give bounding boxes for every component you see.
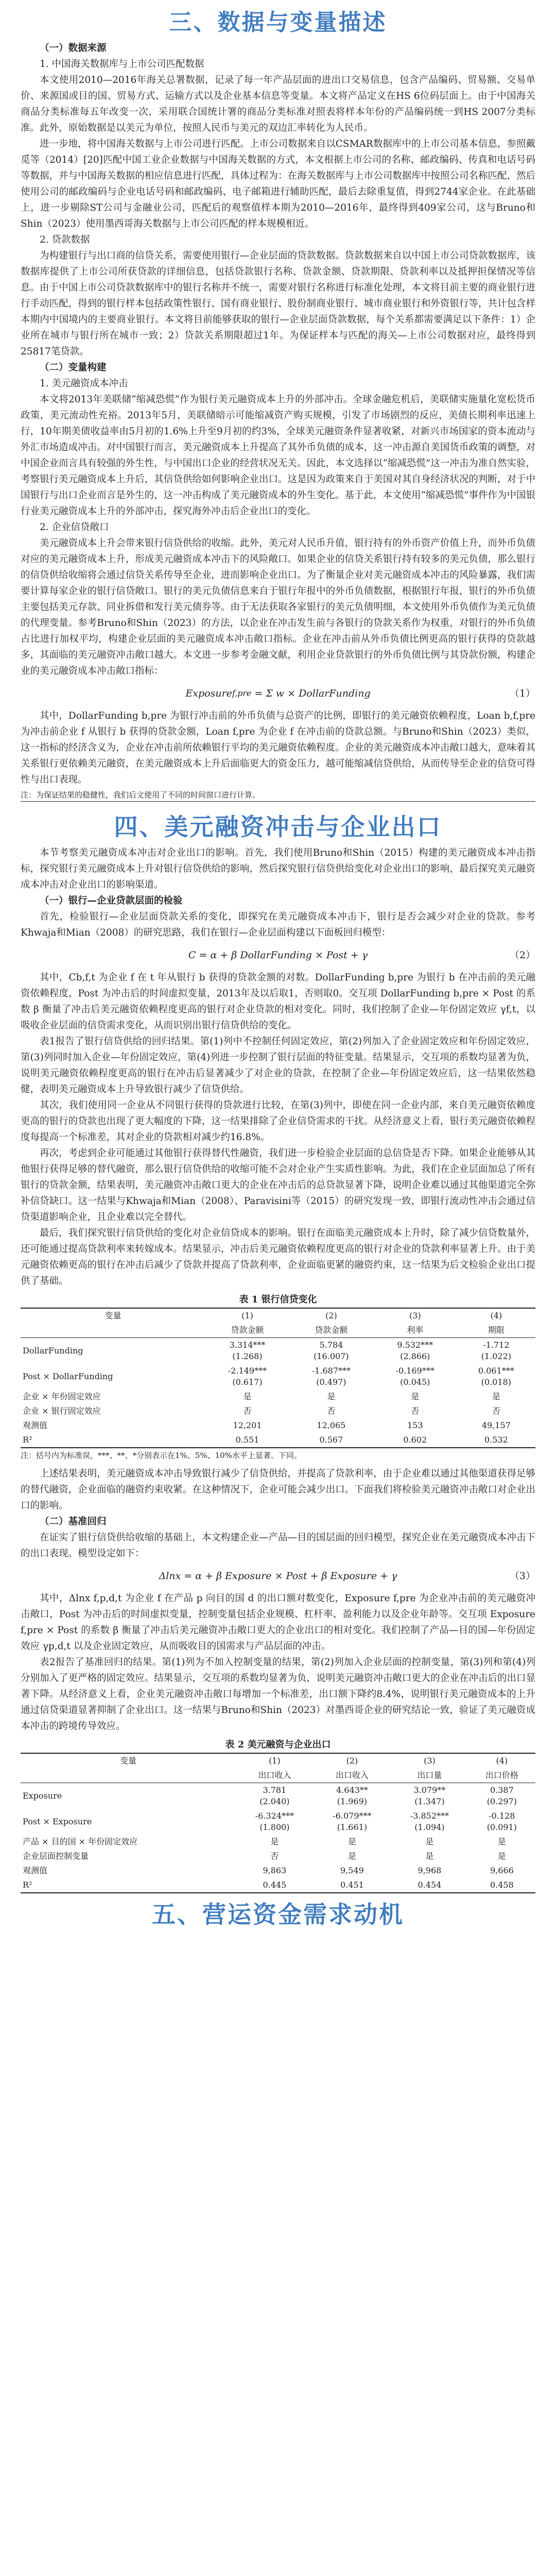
cell-std-error: (0.497) [316,1377,346,1387]
cell-value: 49,157 [481,1420,511,1430]
cell-value: 3.079** [413,1785,446,1795]
cell-std-error: (1.022) [481,1351,511,1361]
cell-value: 0.451 [340,1880,364,1890]
table-subheader: 利率 [373,1323,457,1338]
table-cell [314,1835,391,1849]
cell-value: 是 [425,1837,434,1846]
subsection-variable-construction: （二）变量构建 [40,362,107,373]
paragraph: 最后，我们探究银行信贷供给的变化对企业信贷成本的影响。银行在面临美元融资成本上升时，除了减少信贷数量外，还可能通过提高贷款利率来转嫁成本。结果显示，冲击后美元融资依赖程度更高的银行对企业的贷款利率显著上升。由于美元融资依赖更高的银行在冲击后减少了贷款并提高了贷款利率，企业面临更紧的融资约束，这一结果为后文检验企业出口提供了基础。 [21,1228,535,1286]
table-header: (1) [236,1753,314,1768]
table-header: (4) [468,1753,535,1768]
table-cell [373,1338,457,1364]
table-2 [21,1753,535,1893]
cell-std-error: (1.094) [414,1822,445,1832]
table-cell [373,1364,457,1389]
paragraph: 上述结果表明，美元融资成本冲击导致银行减少了信贷供给，并提高了贷款利率，由于企业难以通过其他渠道获得足够的替代融资，企业面临的融资约束收紧。在这种情况下，企业可能会减少出口。下面我们将检验美元融资冲击敞口对企业出口的影响。 [21,1468,535,1511]
cell-value: 是 [270,1837,279,1846]
cell-std-error: (0.018) [481,1377,511,1387]
table-cell [236,1849,314,1863]
table-1-note: 注：括号内为标准误，***、**、*分别表示在1%、5%、10%水平上显著。下同。 [21,1451,302,1460]
table-row-label: 企业 × 银行固定效应 [23,1406,101,1416]
cell-value: 9,666 [490,1866,514,1875]
table-cell [314,1809,391,1835]
table-cell [314,1863,391,1878]
subsection-customs-data: 1. 中国海关数据库与上市公司匹配数据 [40,59,204,70]
paragraph: 美元融资成本上升会带来银行信贷供给的收缩。此外，美元对人民币升值，银行持有的外币资产价值上升，而外币负债对应的美元融资成本上升，形成美元融资成本冲击下的风险敞口。如果企业的信贷关系银行持有较多的美元负债，那么银行的信贷供给收缩将会通过信贷关系传导至企业，进而影响企业出口。为了衡量企业对美元融资成本冲击的风险暴露，我们需要计算每家企业的银行信贷敞口。银行的美元负债信息来自于银行年报中的外币负债数据，根据银行年报，银行的外币负债主要包括美元存款、同业拆借和发行美元债券等。由于无法获取各家银行的美元负债明细，本文使用外币负债作为美元负债的代理变量。参考Bruno和Shin（2023）的方法，以企业在冲击发生前与各银行的贷款关系作为权重，对银行的外币负债占比进行加权平均，构建企业层面的美元融资成本冲击敞口指标。企业在冲击前从外币负债比例更高的银行获得的贷款越多，其面临的美元融资冲击敞口越大。本文进一步参考金融文献，利用企业贷款银行的外币负债比例与其贷款份额，构建企业的美元融资成本冲击敞口指标： [21,538,535,676]
subsection-baseline: （二）基准回归 [40,1516,107,1527]
cell-value: -6.079*** [333,1811,372,1821]
cell-value: 4.643** [336,1785,368,1795]
paragraph: 本节考察美元融资成本冲击对企业出口的影响。首先，我们使用Bruno和Shin（2015）构建的美元融资成本冲击指标，探究银行美元融资成本上升对银行信贷供给的影响，然后探究银行信贷供给变化对企业出口的影响，最后探究美元融资成本冲击对企业出口的影响渠道。 [21,848,535,890]
table-cell [289,1389,373,1404]
paragraph: 进一步地，将中国海关数据与上市公司进行匹配。上市公司数据来自以CSMAR数据库中的上市公司基本信息，参照戴觅等（2014）[20]匹配中国工业企业数据与中国海关数据的方式，本文根据上市公司的名称、邮政编码、传真和电话号码等数据，并与中国海关数据的相应信息进行匹配，具体过程为：在海关数据库与上市公司数据库中按照公司名称匹配，然后使用公司的邮政编码与企业电话号码和邮政编码、电子邮箱进行辅助匹配，最后去除重复值，得到2744家企业。在此基础上，进一步剔除ST公司与金融业公司，匹配后的观察值样本期为2010—2016年，最终得到409家公司，这与Bruno和Shin（2023）使用墨西哥海关数据与上市公司匹配的样本规模相近。 [21,139,535,229]
cell-value: 否 [411,1406,420,1416]
paragraph: 为构建银行与出口商的信贷关系，需要使用银行—企业层面的贷款数据。贷款数据来自以中国上市公司贷款数据库，该数据库提供了上市公司所获贷款的详细信息，包括贷款银行名称、贷款金额、贷款期限、贷款利率以及抵押担保情况等信息。由于中国上市公司贷款数据库中的银行名称并不统一，需要对银行名称进行标准化处理，本文将目前主要的商业银行进行手动匹配，得到的银行样本包括政策性银行、国有商业银行、股份制商业银行、城市商业银行和外资银行等，共计包含样本期内中国境内的主要商业银行。本文将目前能够获取的银行—企业层面贷款数据，每个关系都需要满足以下条件：1）企业所在城市与银行所在城市一致；2）贷款关系期限超过1年。为保证样本与匹配的海关—上市公司数据对应，最终得到25817笔贷款。 [21,250,535,357]
table-header: (3) [391,1753,468,1768]
eq2-rest: × Post [315,950,348,961]
cell-std-error: (2.040) [259,1797,290,1806]
eq3-body: = α + β Exposure [184,1570,272,1582]
cell-value: 是 [243,1392,252,1401]
table-row-label: Post × Exposure [23,1817,92,1826]
table-subheader: 出口收入 [236,1768,314,1783]
paragraph: 其中，Δlnx f,p,d,t 为企业 f 在产品 p 向目的国 d 的出口额对数变化，Exposure f,pre 为企业冲击前的美元融资冲击敞口，Post 为冲击后的时间虚拟变量，控制变量包括企业规模、杠杆率、盈利能力以及企业年龄等。交互项 Exposure f,pre × Post 的系数 β 衡量了冲击后美元融资冲击敞口更大的企业出口的相对变化。我们控制了产品—目的国—年份固定效应 γp,d,t 以及企业固定效应，从而吸收目的国需求与产品层面的冲击。 [21,1593,535,1652]
table-row-label: 产品 × 目的国 × 年份固定效应 [23,1837,138,1846]
table-row [21,1404,535,1418]
cell-value: -1.712 [483,1340,510,1350]
table-cell [391,1849,468,1863]
cell-value: 3.314*** [229,1340,266,1350]
equation-number: （2） [509,950,535,961]
cell-std-error: (0.091) [486,1822,517,1832]
table-row [21,1809,535,1835]
footnote: 注：为保证结果的稳健性，我们后文使用了不同的时间窗口进行计算。 [21,789,535,802]
table-row [21,1849,535,1863]
cell-value: 12,065 [317,1420,346,1430]
cell-std-error: (1.347) [414,1797,445,1806]
table-row-label: Exposure [23,1791,62,1801]
table-row-label: 企业 × 年份固定效应 [23,1392,101,1401]
cell-value: 0.445 [263,1880,287,1890]
table-header: (4) [457,1308,535,1323]
cell-value: 否 [243,1406,252,1416]
table-cell [457,1389,535,1404]
cell-value: 9,549 [340,1866,364,1875]
cell-value: 是 [497,1837,506,1846]
table-cell [468,1809,535,1835]
cell-value: 0.602 [403,1435,427,1445]
table-header: (1) [205,1308,289,1323]
cell-value: 0.551 [235,1435,259,1445]
cell-value: -1.687*** [311,1366,351,1376]
table-cell [468,1835,535,1849]
table-row [21,1338,535,1364]
table-subheader [21,1323,205,1338]
table-cell [205,1418,289,1433]
table-subheader: 贷款金额 [289,1323,373,1338]
eq1-body: = Σ w [254,688,285,699]
cell-value: 9,863 [263,1866,287,1875]
table-2-body [21,1783,535,1893]
table-row [21,1389,535,1404]
cell-value: 0.454 [418,1880,442,1890]
table-cell [391,1783,468,1809]
cell-value: 是 [348,1851,356,1861]
eq2-lhs: C [188,950,196,961]
paragraph: 再次，考虑到企业可能通过其他银行获得替代性融资，我们进一步检验企业层面的总信贷是否下降。如果企业能够从其他银行获得足够的替代融资，那么银行信贷供给的收缩可能不会对企业产生实质性影响。为此，我们在企业层面加总了所有银行的贷款金额，结果表明，美元融资冲击敞口更大的企业在冲击后的总贷款显著下降，说明企业难以通过其他渠道完全弥补信贷缺口。这一结果与Khwaja和Mian（2008）、Paravisini等（2015）的研究发现一致，即银行流动性冲击会通过信贷渠道影响企业，且企业难以完全替代。 [21,1148,535,1223]
table-cell [314,1849,391,1863]
cell-value: 是 [348,1837,356,1846]
equation-1 [21,679,535,708]
table-cell [457,1338,535,1364]
eq3-end: + γ [380,1570,397,1582]
table-cell [289,1418,373,1433]
cell-value: 否 [270,1851,279,1861]
table-2-caption: 表 2 美元融资与企业出口 [225,1739,331,1750]
cell-value: 153 [407,1420,423,1430]
cell-value: -2.149*** [228,1366,267,1376]
cell-value: -0.169*** [395,1366,435,1376]
paragraph: 其次，我们使用同一企业从不同银行获得的贷款进行比较，在第(3)列中，即使在同一企业内部，来自美元融资依赖度更高的银行的贷款也出现了更大幅度的下降，这一结果排除了企业信贷需求的干扰。从经济意义上看，银行美元融资依赖程度每提高一个标准差，其对企业的贷款相对减少约16.8%。 [21,1100,535,1143]
paragraph: 其中，DollarFunding b,pre 为银行冲击前的外币负债与总资产的比例，即银行的美元融资依赖程度，Loan b,f,pre 为冲击前企业 f 从银行 b 获得的贷款金额，Loan f,pre 为企业 f 在冲击前的贷款总额。与Bruno和Shin（2023）类似，这一指标的经济含义为，企业在冲击前所依赖银行平均的美元融资依赖程度。企业的美元融资成本冲击敞口越大，意味着其关系银行更依赖美元融资，在美元融资成本上升后面临更大的资金压力，越可能缩减信贷供给，从而传导至企业的信贷可得性与出口表现。 [21,710,535,785]
table-cell [236,1878,314,1893]
cell-value: 9,968 [418,1866,442,1875]
table-row [21,1835,535,1849]
cell-value: 12,201 [233,1420,262,1430]
eq2-tail: + γ [350,950,368,961]
table-header: (2) [314,1753,391,1768]
subsection-loan-data: 2. 贷款数据 [40,234,90,245]
cell-value: 否 [492,1406,500,1416]
paragraph: 首先，检验银行—企业层面贷款关系的变化，即探究在美元融资成本冲击下，银行是否会减少对企业的贷款。参考Khwaja和Mian（2008）的研究思路，我们在银行—企业层面构建以下面板回归模型： [21,911,535,938]
table-cell [457,1404,535,1418]
table-cell [314,1783,391,1809]
cell-value: 是 [411,1392,420,1401]
table-row [21,1878,535,1893]
table-cell [236,1809,314,1835]
cell-value: 是 [492,1392,500,1401]
cell-std-error: (1.661) [337,1822,368,1832]
table-row-label: DollarFunding [23,1346,83,1355]
cell-value: 0.532 [484,1435,508,1445]
paragraph: 本文将2013年美联储“缩减恐慌”作为银行美元融资成本上升的外部冲击。全球金融危机后，美联储实施量化宽松货币政策，美元流动性充裕。2013年5月，美联储暗示可能缩减资产购买规模，引发了市场剧烈的反应，美债长期利率迅速上行，10年期美债收益率由5月初的1.6%上升至9月初的约3%，全球美元融资条件显著收紧，对新兴市场国家的资本流动与外汇市场造成冲击。对中国银行而言，美元融资成本上升提高了其外币负债的成本，这一冲击源自美国货币政策的调整，对中国企业而言具有较强的外生性，与中国出口企业的经营状况无关。因此，本文选择以“缩减恐慌”这一冲击为准自然实验，考察银行美元融资成本上升后，其信贷供给如何影响企业出口。这是因为政策来自于美国对其自身经济状况的判断，对于中国银行与出口企业而言是外生的，这一冲击构成了美元融资成本的外生变化。基于此，本文使用“缩减恐慌”事件作为中国银行业美元融资成本上升的外部冲击，探究海外冲击后企业出口的变化。 [21,394,535,517]
table-row-label: 观测值 [23,1420,48,1430]
eq3-tail: + β Exposure [310,1570,377,1582]
table-subheader: 出口量 [391,1768,468,1783]
subsection-dollar-shock: 1. 美元融资成本冲击 [40,378,128,389]
paragraph: 在证实了银行信贷供给收缩的基础上，本文构建企业—产品—目的国层面的回归模型，探究企业在美元融资成本冲击下的出口表现。模型设定如下： [21,1532,535,1559]
table-row [21,1863,535,1878]
table-cell [457,1364,535,1389]
table-cell [373,1404,457,1418]
subsection-credit-exposure: 2. 企业信贷敞口 [40,522,109,533]
table-header: (3) [373,1308,457,1323]
table-row [21,1364,535,1389]
table-cell [205,1338,289,1364]
equation-number: （3） [509,1570,535,1582]
table-subheader [21,1768,236,1783]
table-cell [468,1878,535,1893]
cell-value: -3.852*** [410,1811,449,1821]
paragraph: 本文使用2010—2016年海关总署数据，记录了每一年产品层面的进出口交易信息，包含产品编码、贸易额、交易单价、来源国或目的国、贸易方式、运输方式以及企业基本信息等变量。本文将产品定义在HS 6位码层面上。由于中国海关商品分类标准每五年改变一次，采用联合国统计署的商品分类标准对照表将样本年份的产品编码统一到HS 2007分类标准。此外，原始数据是以美元为单位，按照人民币与美元的双边汇率转化为人民币。 [21,75,535,133]
equation-2 [21,941,535,970]
section-5-title: 五、营运资金需求动机 [152,1901,404,1928]
table-cell [457,1418,535,1433]
equation-3 [21,1562,535,1590]
equation-number: （1） [509,688,535,699]
table-row-label: 企业层面控制变量 [23,1851,89,1861]
eq3-lhs: Δlnx [159,1570,181,1582]
paragraph: 其中，Cb,f,t 为企业 f 在 t 年从银行 b 获得的贷款金额的对数。DollarFunding b,pre 为银行 b 在冲击前的美元融资依赖程度，Post 为冲击后的时间虚拟变量，2013年及以后取1，否则取0。交互项 DollarFunding b,pre × Post 的系数 β 衡量了冲击后美元融资依赖程度更高的银行对企业贷款的相对变化。同时，我们控制了企业—年份固定效应 γf,t，以吸收企业层面的信贷需求变化，从而识别出银行信贷供给的变化。 [21,972,535,1031]
paragraph: 表2报告了基准回归的结果。第(1)列为不加入控制变量的结果，第(2)列加入企业层面的控制变量，第(3)列和第(4)列分别加入了更严格的固定效应。结果显示，交互项的系数均显著为负，说明美元融资冲击敞口更大的企业在冲击后的出口显著下降。从经济意义上看，企业美元融资冲击敞口每增加一个标准差，出口额下降约8.4%，说明银行美元融资成本的上升通过信贷渠道显著抑制了企业出口。这一结果与Bruno和Shin（2023）对墨西哥企业的研究结论一致，验证了美元融资成本冲击的跨境传导效应。 [21,1657,535,1732]
cell-value: 0.458 [490,1880,514,1890]
table-subheader: 期限 [457,1323,535,1338]
table-cell [468,1783,535,1809]
cell-std-error: (2.866) [400,1351,430,1361]
table-cell [236,1835,314,1849]
table-cell [391,1835,468,1849]
table-cell [314,1878,391,1893]
cell-std-error: (16.007) [314,1351,349,1361]
table-cell [289,1404,373,1418]
table-cell [205,1389,289,1404]
eq1-sub: f,pre [232,688,252,698]
eq3-mid: × Post [274,1570,307,1582]
table-cell [373,1389,457,1404]
eq1-rest: × DollarFunding [287,688,371,699]
table-1-body [21,1338,535,1448]
cell-value: 0.567 [319,1435,343,1445]
cell-value: 5.784 [319,1340,343,1350]
cell-std-error: (0.297) [486,1797,517,1806]
table-row-label: R² [21,1878,236,1893]
cell-std-error: (1.268) [232,1351,263,1361]
table-row-label: 观测值 [23,1866,48,1875]
table-cell [236,1863,314,1878]
table-cell [468,1849,535,1863]
table-row-label: Post × DollarFunding [23,1371,113,1381]
cell-value: -6.324*** [255,1811,294,1821]
table-cell [289,1433,373,1448]
eq2-body: = α + β DollarFunding [199,950,312,961]
table-cell [391,1863,468,1878]
table-cell [391,1809,468,1835]
table-header: (2) [289,1308,373,1323]
table-row [21,1433,535,1448]
table-header: 变量 [21,1753,236,1768]
section-4-title: 四、美元融资冲击与企业出口 [114,813,442,841]
eq1-lhs: Exposure [185,688,232,699]
cell-value: -0.128 [489,1811,515,1821]
table-cell [236,1783,314,1809]
cell-std-error: (0.617) [232,1377,263,1387]
table-1-caption: 表 1 银行信贷变化 [239,1294,317,1305]
table-cell [205,1433,289,1448]
section-3-title: 三、数据与变量描述 [169,9,387,36]
cell-value: 是 [497,1851,506,1861]
table-subheader: 出口价格 [468,1768,535,1783]
table-subheader: 出口收入 [314,1768,391,1783]
cell-value: 是 [327,1392,336,1401]
table-cell [289,1364,373,1389]
table-cell [373,1418,457,1433]
cell-value: 否 [327,1406,336,1416]
cell-value: 0.061*** [478,1366,514,1376]
subsection-data-source: （一）数据来源 [40,43,107,54]
table-cell [457,1433,535,1448]
subsection-bank-firm: （一）银行—企业贷款层面的检验 [40,895,183,906]
table-header: 变量 [21,1308,205,1323]
cell-std-error: (1.969) [337,1797,368,1806]
table-cell [289,1338,373,1364]
table-subheader: 贷款金额 [205,1323,289,1338]
table-row [21,1418,535,1433]
table-cell [205,1404,289,1418]
table-row-label: R² [21,1433,205,1448]
table-row [21,1783,535,1809]
table-1 [21,1308,535,1448]
cell-std-error: (1.800) [259,1822,290,1832]
table-cell [205,1364,289,1389]
cell-value: 是 [425,1851,434,1861]
cell-value: 9.532*** [397,1340,433,1350]
cell-value: 3.781 [263,1785,287,1795]
table-cell [468,1863,535,1878]
table-cell [391,1878,468,1893]
cell-std-error: (0.045) [400,1377,430,1387]
cell-value: 0.387 [490,1785,514,1795]
table-cell [373,1433,457,1448]
paragraph: 表1报告了银行信贷供给的回归结果。第(1)列中不控制任何固定效应，第(2)列加入了企业固定效应和年份固定效应，第(3)列同时加入企业—年份固定效应，第(4)列进一步控制了银行层面的特征变量。结果显示，交互项的系数均显著为负，说明美元融资依赖程度更高的银行在冲击后显著减少了对企业的贷款，在控制了企业—年份固定效应后，这一结果依然稳健，表明美元融资成本上升导致银行减少了信贷供给。 [21,1036,535,1095]
